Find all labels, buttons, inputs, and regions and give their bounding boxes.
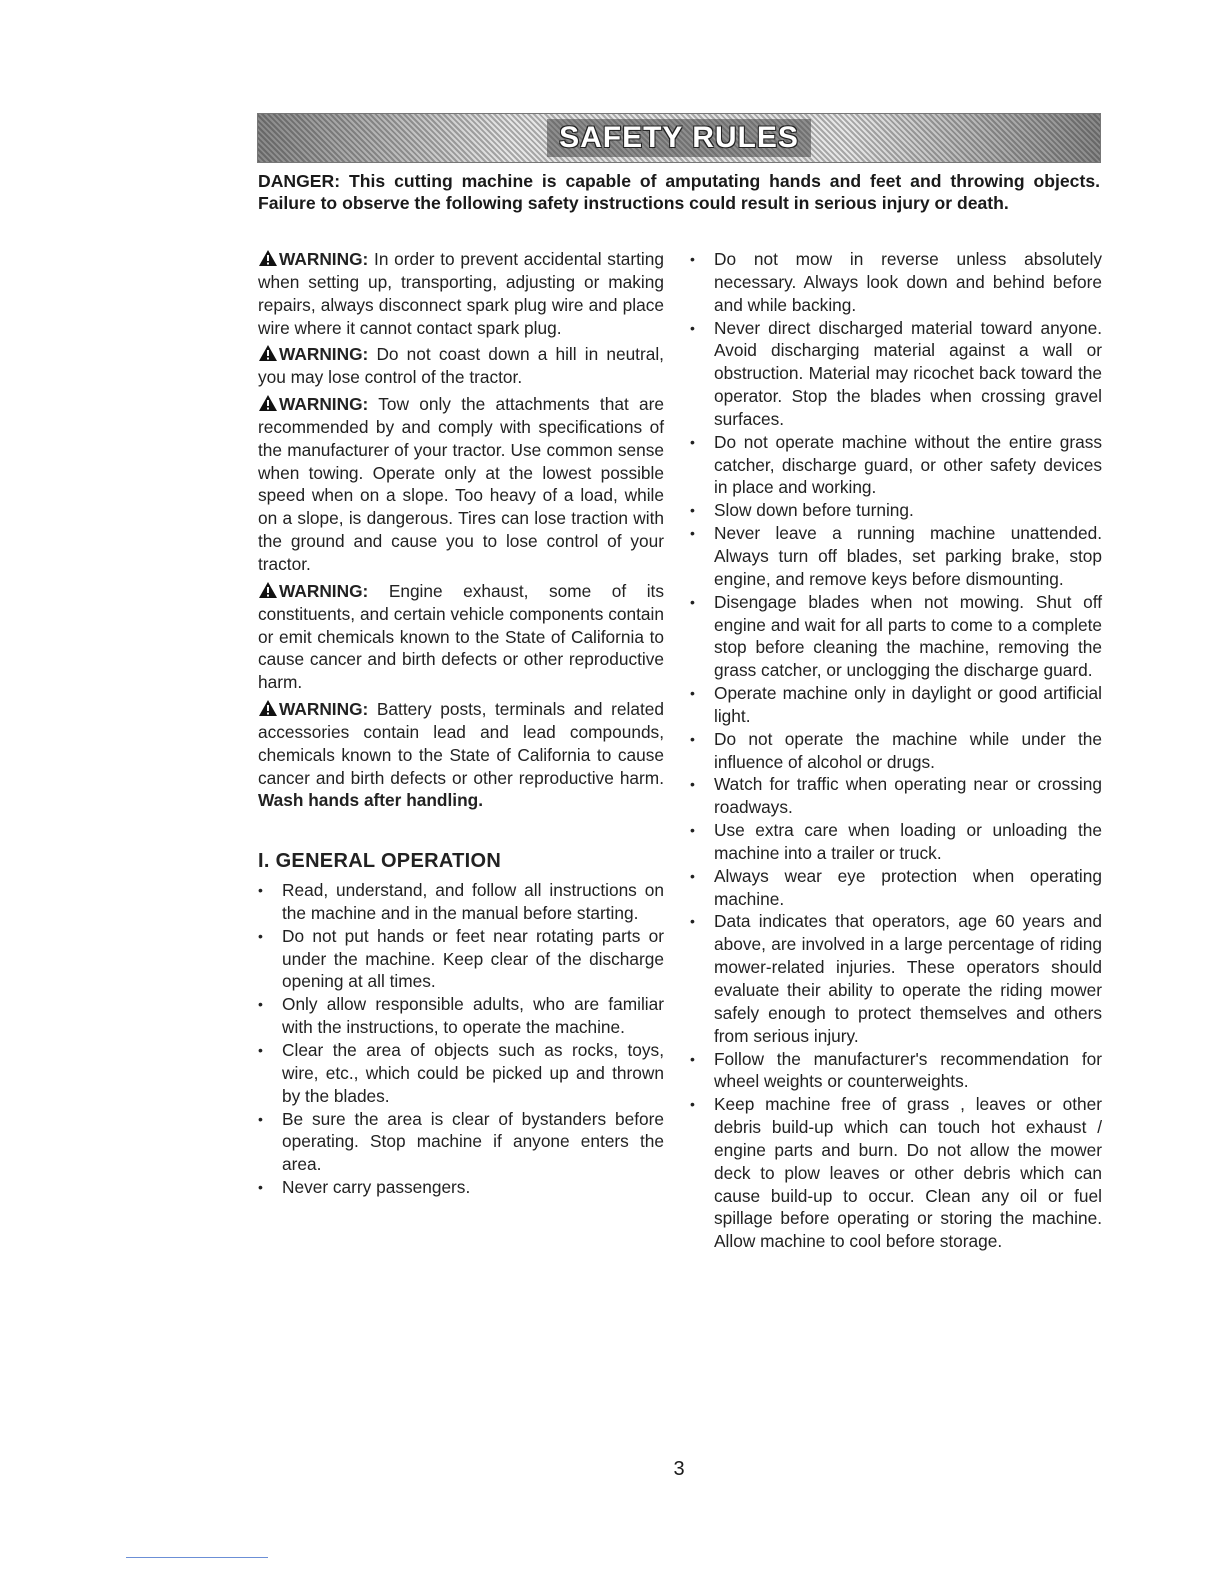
safety-rules-banner: [257, 113, 1101, 163]
warning-paragraph: [258, 343, 664, 389]
warning-text: Tow only the attachments that are recommended by and comply with specifications of the manufacturer of your tractor. Use common sense when towing. Operate only at the lowest possible speed when on a slope. Too heavy of a load, while on a slope, is dangerous. Tires can lose traction with the ground and cause you to lose control of your tractor.: [258, 394, 664, 574]
footer-divider: [126, 1557, 268, 1558]
warning-label: WARNING:: [279, 699, 369, 720]
warning-paragraph: [258, 393, 664, 576]
warning-text: Do not coast down a hill in neutral, you may lose control of the tractor.: [258, 344, 664, 388]
list-item: • Never direct discharged material toward anyone. Avoid discharging material against a wall or obstruction. Material may ricochet back toward the operator. Stop the blades when crossing gravel surfaces.: [690, 317, 1102, 431]
safety-bullet-list: [690, 248, 1102, 1253]
warning-text: Engine exhaust, some of its constituents, and certain vehicle components contain or emit chemicals known to the State of California to cause cancer and birth defects or other reproductive harm.: [258, 580, 664, 693]
list-item: • Never carry passengers.: [258, 1176, 664, 1199]
list-item: • Always wear eye protection when operating machine.: [690, 865, 1102, 911]
warning-paragraph: [258, 698, 664, 812]
warning-triangle-icon: [258, 394, 278, 412]
list-item: • Do not mow in reverse unless absolutely necessary. Always look down and behind before and while backing.: [690, 248, 1102, 317]
page-number: 3: [673, 1458, 685, 1480]
warning-paragraph: [258, 248, 664, 339]
list-item: • Do not operate the machine while under the influence of alcohol or drugs.: [690, 728, 1102, 774]
list-item: • Clear the area of objects such as rocks, toys, wire, etc., which could be picked up and thrown by the blades.: [258, 1039, 664, 1108]
list-item: • Do not put hands or feet near rotating parts or under the machine. Keep clear of the discharge opening at all times.: [258, 925, 664, 994]
list-item: • Data indicates that operators, age 60 years and above, are involved in a large percentage of riding mower-related injuries. These operators should evaluate their ability to operate the riding mower safely enough to protect themselves and others from serious injury.: [690, 910, 1102, 1047]
right-column: [690, 248, 1102, 1253]
list-item: • Disengage blades when not mowing. Shut off engine and wait for all parts to come to a complete stop before cleaning the machine, removing the grass catcher, or unclogging the discharge guard.: [690, 591, 1102, 682]
warning-label: WARNING:: [279, 249, 369, 269]
warning-paragraph: [258, 580, 664, 694]
list-item: • Do not operate machine without the entire grass catcher, discharge guard, or other safety devices in place and working.: [690, 431, 1102, 500]
left-column: [258, 248, 664, 1199]
banner-title: SAFETY RULES: [547, 119, 811, 157]
warning-triangle-icon: [258, 581, 278, 599]
list-item: • Never leave a running machine unattended. Always turn off blades, set parking brake, stop engine, and remove keys before dismounting.: [690, 522, 1102, 591]
warning-label: WARNING:: [279, 580, 369, 601]
list-item: • Use extra care when loading or unloading the machine into a trailer or truck.: [690, 819, 1102, 865]
warning-triangle-icon: [258, 699, 278, 717]
warning-label: WARNING:: [279, 344, 369, 365]
list-item: • Keep machine free of grass , leaves or other debris build-up which can touch hot exhaust / engine parts and burn. Do not allow the mower deck to plow leaves or other debris which can cause build-up to occur. Clean any oil or fuel spillage before operating or storing the machine. Allow machine to cool before storage.: [690, 1093, 1102, 1253]
danger-statement: DANGER: This cutting machine is capable of amputating hands and feet and throwing objects. Failure to observe the following safety instructions could result in serious injury or death.: [258, 171, 1100, 213]
wash-hands-note: Wash hands after handling.: [258, 790, 483, 811]
warning-triangle-icon: [258, 249, 278, 267]
general-operation-list: [258, 879, 664, 1199]
list-item: • Be sure the area is clear of bystanders before operating. Stop machine if anyone enters the area.: [258, 1108, 664, 1177]
warning-text: In order to prevent accidental starting when setting up, transporting, adjusting or making repairs, always disconnect spark plug wire and place wire where it cannot contact spark plug.: [258, 249, 664, 338]
list-item: • Slow down before turning.: [690, 499, 1102, 522]
warning-label: WARNING:: [279, 394, 369, 415]
section-heading-general-operation: I. GENERAL OPERATION: [258, 850, 502, 873]
list-item: • Operate machine only in daylight or good artificial light.: [690, 682, 1102, 728]
list-item: • Watch for traffic when operating near or crossing roadways.: [690, 773, 1102, 819]
warning-text: Battery posts, terminals and related accessories contain lead and lead compounds, chemicals known to the State of California to cause cancer and birth defects or other reproductive harm.: [258, 699, 664, 788]
warning-triangle-icon: [258, 344, 278, 362]
list-item: • Only allow responsible adults, who are familiar with the instructions, to operate the machine.: [258, 993, 664, 1039]
list-item: • Follow the manufacturer's recommendation for wheel weights or counterweights.: [690, 1048, 1102, 1094]
list-item: • Read, understand, and follow all instructions on the machine and in the manual before starting.: [258, 879, 664, 925]
